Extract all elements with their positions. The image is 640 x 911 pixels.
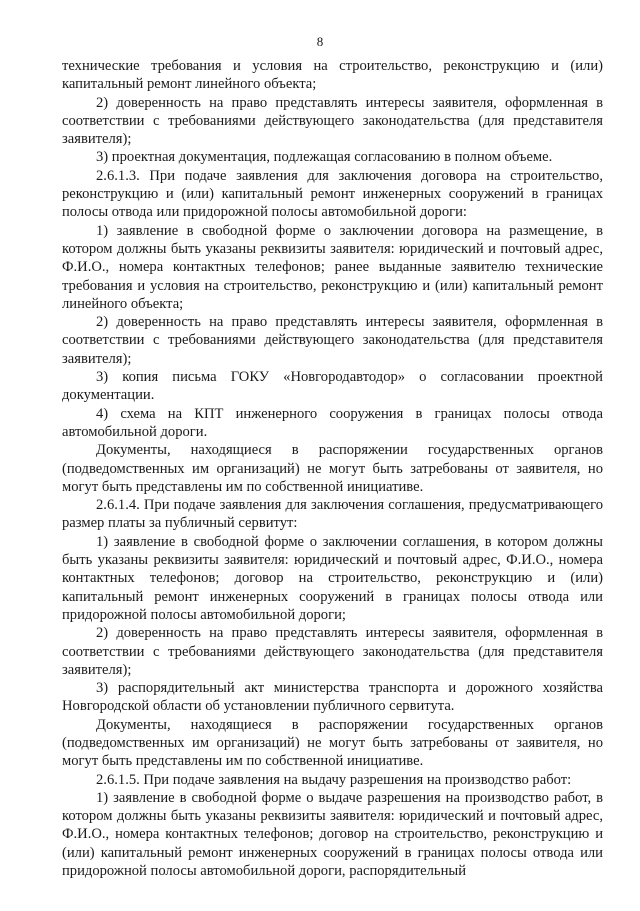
paragraph-item: 1) заявление в свободной форме о заключении договора на размещение, в котором должны быть указаны реквизиты заявителя: юридический и почтовый адрес, Ф.И.О., номера контактных телефонов; ранее выданные заявителю технические требования и условия на строительство, реконструкцию и (или) капитальный ремонт линейного объекта;	[62, 222, 603, 312]
paragraph-item: 2) доверенность на право представлять интересы заявителя, оформленная в соответствии с требованиями действующего законодательства (для представителя заявителя);	[62, 94, 603, 148]
paragraph-item: 2) доверенность на право представлять интересы заявителя, оформленная в соответствии с требованиями действующего законодательства (для представителя заявителя);	[62, 314, 603, 367]
paragraph-section-2-6-1-5: 2.6.1.5. При подаче заявления на выдачу разрешения на производство работ:	[96, 771, 572, 788]
paragraph-item: 2) доверенность на право представлять интересы заявителя, оформленная в соответствии с требованиями действующего законодательства (для представителя заявителя);	[62, 625, 603, 678]
paragraph-note: Документы, находящиеся в распоряжении государственных органов (подведомственных им организаций) не могут быть затребованы от заявителя, но могут быть представлены им по собственной инициативе.	[62, 716, 603, 770]
paragraph-item: 3) проектная документация, подлежащая согласованию в полном объеме.	[96, 149, 553, 166]
paragraph-section-2-6-1-3: 2.6.1.3. При подаче заявления для заключения договора на строительство, реконструкцию и (или) капитальный ремонт инженерных сооружений в границах полосы отвода или придорожной полосы автомобильной дороги:	[62, 167, 603, 221]
document-body	[62, 57, 603, 880]
paragraph-note: Документы, находящиеся в распоряжении государственных органов (подведомственных им организаций) не могут быть затребованы от заявителя, но могут быть представлены им по собственной инициативе.	[62, 442, 603, 495]
paragraph-item: 4) схема на КПТ инженерного сооружения в границах полосы отвода автомобильной дороги.	[62, 405, 603, 440]
paragraph-item: 3) копия письма ГОКУ «Новгородавтодор» о согласовании проектной документации.	[62, 369, 603, 404]
paragraph-section-2-6-1-4: 2.6.1.4. При подаче заявления для заключения соглашения, предусматривающего размер платы за публичный сервитут:	[62, 497, 603, 532]
paragraph-item: 1) заявление в свободной форме о заключении соглашения, в котором должны быть указаны реквизиты заявителя: юридический и почтовый адрес, Ф.И.О., номера контактных телефонов; договор на строительство, реконструкцию и (или) капитальный ремонт инженерных сооружений в границах полосы отвода или придорожной полосы автомобильной дороги;	[62, 533, 603, 623]
page-number: 8	[316, 34, 324, 49]
paragraph-item: 3) распорядительный акт министерства транспорта и дорожного хозяйства Новгородской области об установлении публичного сервитута.	[62, 680, 603, 715]
paragraph-continuation: технические требования и условия на строительство, реконструкцию и (или) капитальный ремонт линейного объекта;	[62, 58, 603, 93]
paragraph-item: 1) заявление в свободной форме о выдаче разрешения на производство работ, в котором должны быть указаны реквизиты заявителя: юридический и почтовый адрес, Ф.И.О., номера контактных телефонов; договор на строительство, реконструкцию и (или) капитальный ремонт инженерных сооружений в границах полосы отвода или придорожной полосы автомобильной дороги, распорядительный	[62, 789, 603, 880]
